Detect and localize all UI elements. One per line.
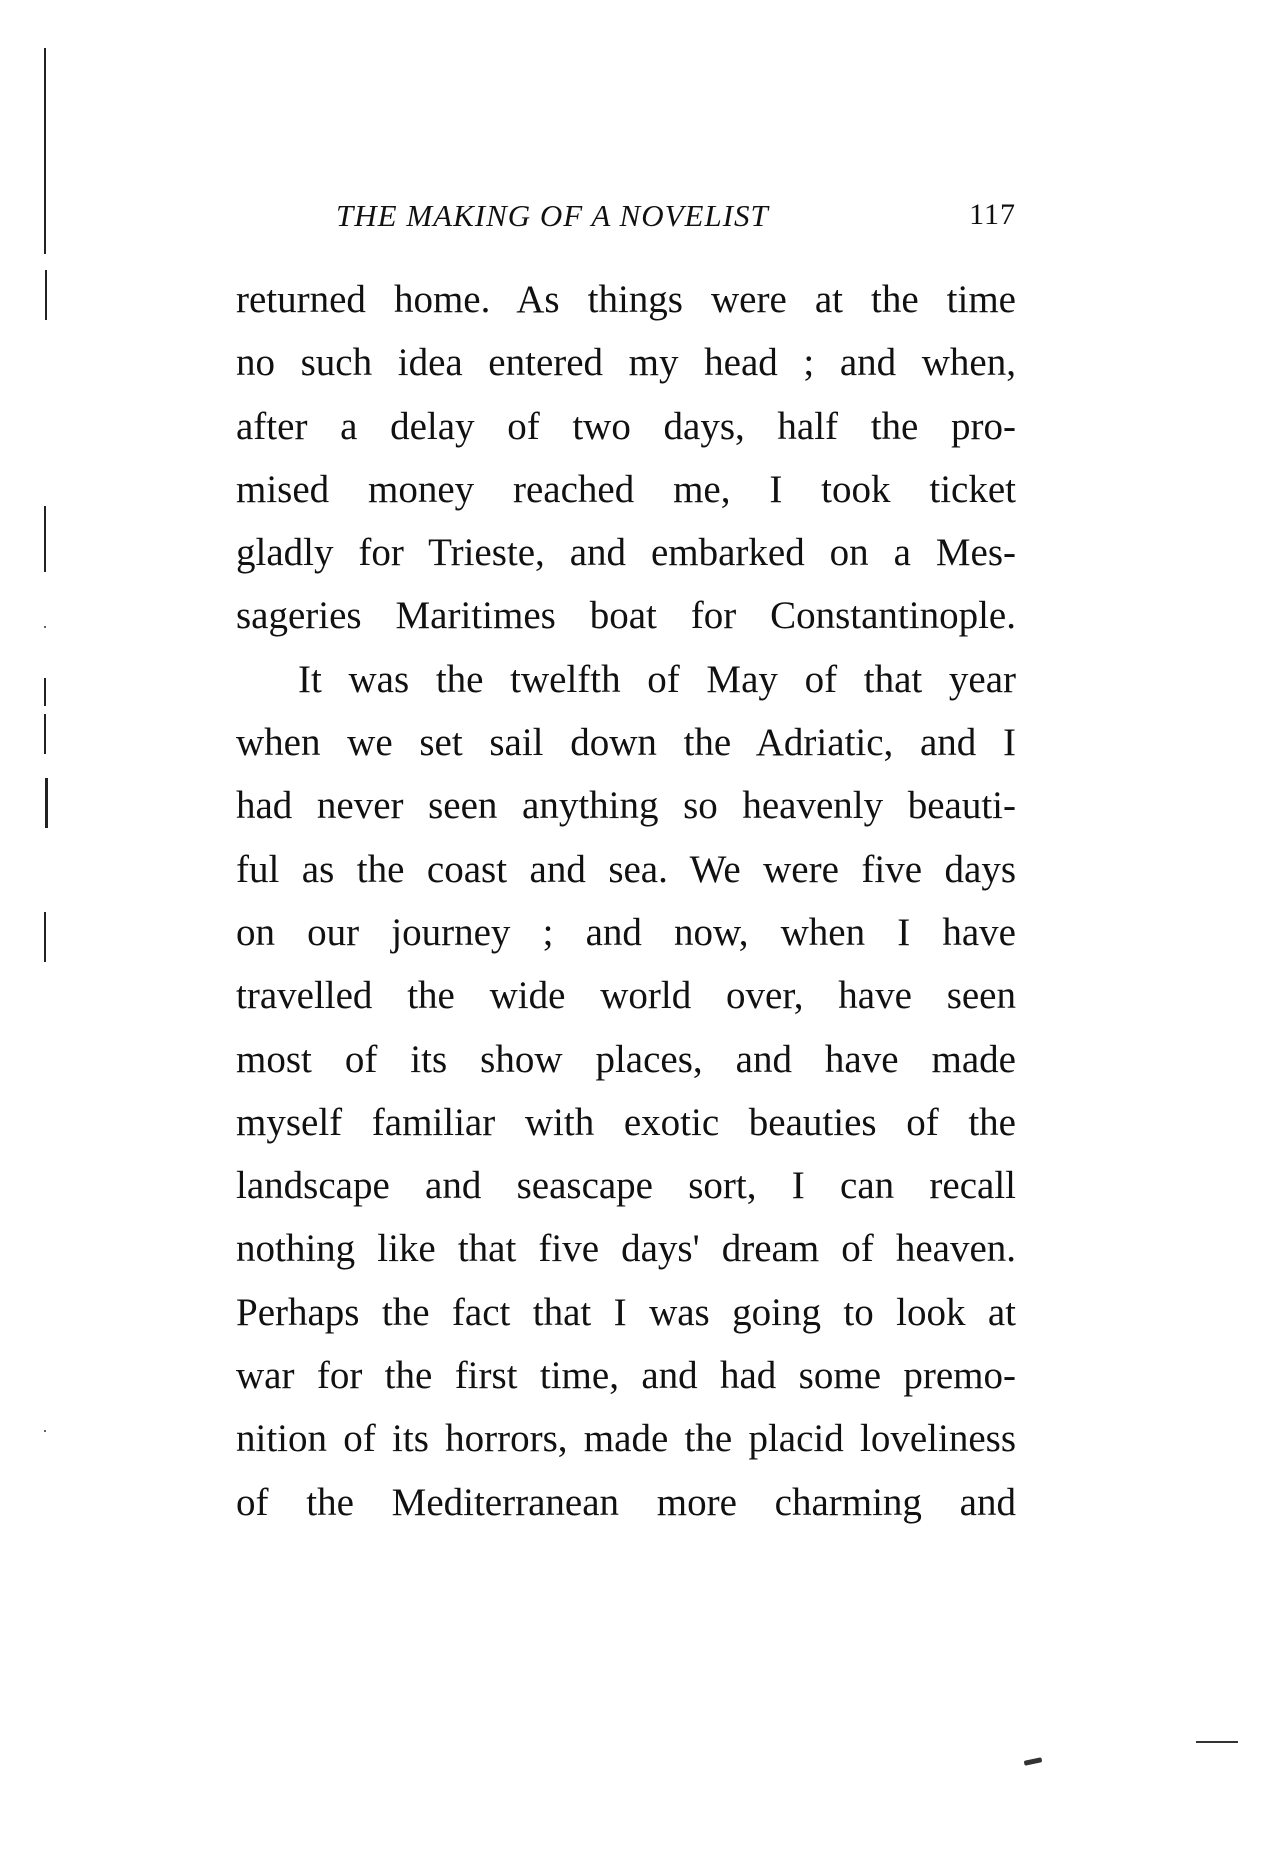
text-line: nothing like that five days' dream of heaven. bbox=[236, 1227, 1016, 1271]
scan-margin-line bbox=[44, 48, 46, 254]
text-line: after a delay of two days, half the pro- bbox=[236, 404, 1016, 448]
text-line: Perhaps the fact that I was going to look at bbox=[236, 1290, 1016, 1334]
scan-stray-dash bbox=[1196, 1741, 1238, 1743]
text-line: nition of its horrors, made the placid loveliness bbox=[236, 1417, 1016, 1461]
page-number: 117 bbox=[969, 198, 1016, 231]
scan-margin-line bbox=[44, 714, 46, 754]
text-line: myself familiar with exotic beauties of the bbox=[236, 1100, 1016, 1144]
scan-margin-line bbox=[45, 270, 47, 320]
text-line: no such idea entered my head ; and when, bbox=[236, 341, 1016, 385]
text-line: travelled the wide world over, have seen bbox=[236, 974, 1016, 1018]
scan-margin-line bbox=[44, 912, 46, 962]
text-line: returned home. As things were at the time bbox=[236, 278, 1016, 321]
text-line: on our journey ; and now, when I have bbox=[236, 910, 1016, 954]
running-head bbox=[236, 198, 1016, 238]
scan-margin-line bbox=[44, 506, 46, 572]
paragraph-start-line: It was the twelfth of May of that year bbox=[298, 657, 1016, 701]
scan-stray-mark bbox=[1024, 1757, 1043, 1766]
text-line: had never seen anything so heavenly beauti- bbox=[236, 784, 1016, 828]
text-line: ful as the coast and sea. We were five days bbox=[236, 847, 1016, 891]
text-line: most of its show places, and have made bbox=[236, 1037, 1016, 1081]
text-line: when we set sail down the Adriatic, and I bbox=[236, 721, 1016, 765]
text-line: mised money reached me, I took ticket bbox=[236, 467, 1016, 511]
text-line: sageries Maritimes boat for Constantinople. bbox=[236, 594, 1016, 638]
text-line: gladly for Trieste, and embarked on a Mes- bbox=[236, 531, 1016, 575]
running-title: THE MAKING OF A NOVELIST bbox=[336, 198, 769, 233]
scan-margin-line bbox=[45, 778, 48, 828]
text-line: war for the first time, and had some premo- bbox=[236, 1354, 1016, 1398]
scan-margin-dot bbox=[44, 626, 46, 628]
body-text bbox=[236, 268, 1016, 1534]
text-line: landscape and seascape sort, I can recall bbox=[236, 1164, 1016, 1208]
text-line: of the Mediterranean more charming and bbox=[236, 1480, 1016, 1524]
scan-margin-dot bbox=[44, 1430, 46, 1432]
scan-margin-line bbox=[44, 678, 46, 706]
